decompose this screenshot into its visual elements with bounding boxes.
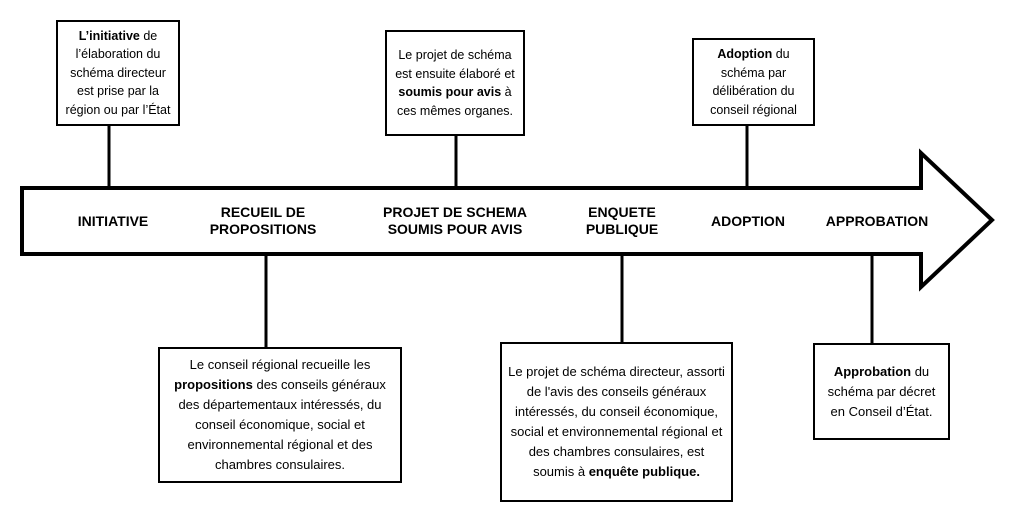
note-enquete-publique: [500, 342, 733, 502]
note-recueil-propositions-text: Le conseil régional recueille les propositions des conseils généraux des départementaux intéressés, du conseil économique, social et environnemental régional et des chambres consulaires.: [174, 357, 386, 472]
stage-label-projet-de-schema-soumis-pour-avis: PROJET DE SCHEMA SOUMIS POUR AVIS: [383, 204, 527, 237]
note-initiative: [56, 20, 180, 126]
note-recueil-propositions: [158, 347, 402, 483]
note-adoption: [692, 38, 815, 126]
stage-label-adoption: ADOPTION: [711, 212, 785, 229]
note-adoption-text: Adoption du schéma par délibération du conseil régional: [710, 47, 797, 117]
stage-label-enquete-publique: ENQUETE PUBLIQUE: [585, 204, 659, 237]
note-initiative-text: L’initiative de l’élaboration du schéma directeur est prise par la région ou par l’État: [65, 28, 171, 117]
stage-label-approbation: APPROBATION: [825, 212, 929, 229]
note-projet-soumis-pour-avis-text: Le projet de schéma est ensuite élaboré et soumis pour avis à ces mêmes organes.: [395, 48, 515, 118]
stage-label-recueil-de-propositions: RECUEIL DE PROPOSITIONS: [209, 204, 317, 237]
note-projet-soumis-pour-avis: [385, 30, 525, 136]
note-approbation: [813, 343, 950, 440]
stage-label-initiative: INITIATIVE: [77, 212, 149, 229]
note-approbation-text: Approbation du schéma par décret en Conseil d’État.: [827, 363, 936, 419]
note-enquete-publique-text: Le projet de schéma directeur, assorti de l'avis des conseils généraux intéressés, du conseil économique, social et environnemental régional et des chambres consulaires, est soumis à enquête publique.: [508, 364, 725, 479]
